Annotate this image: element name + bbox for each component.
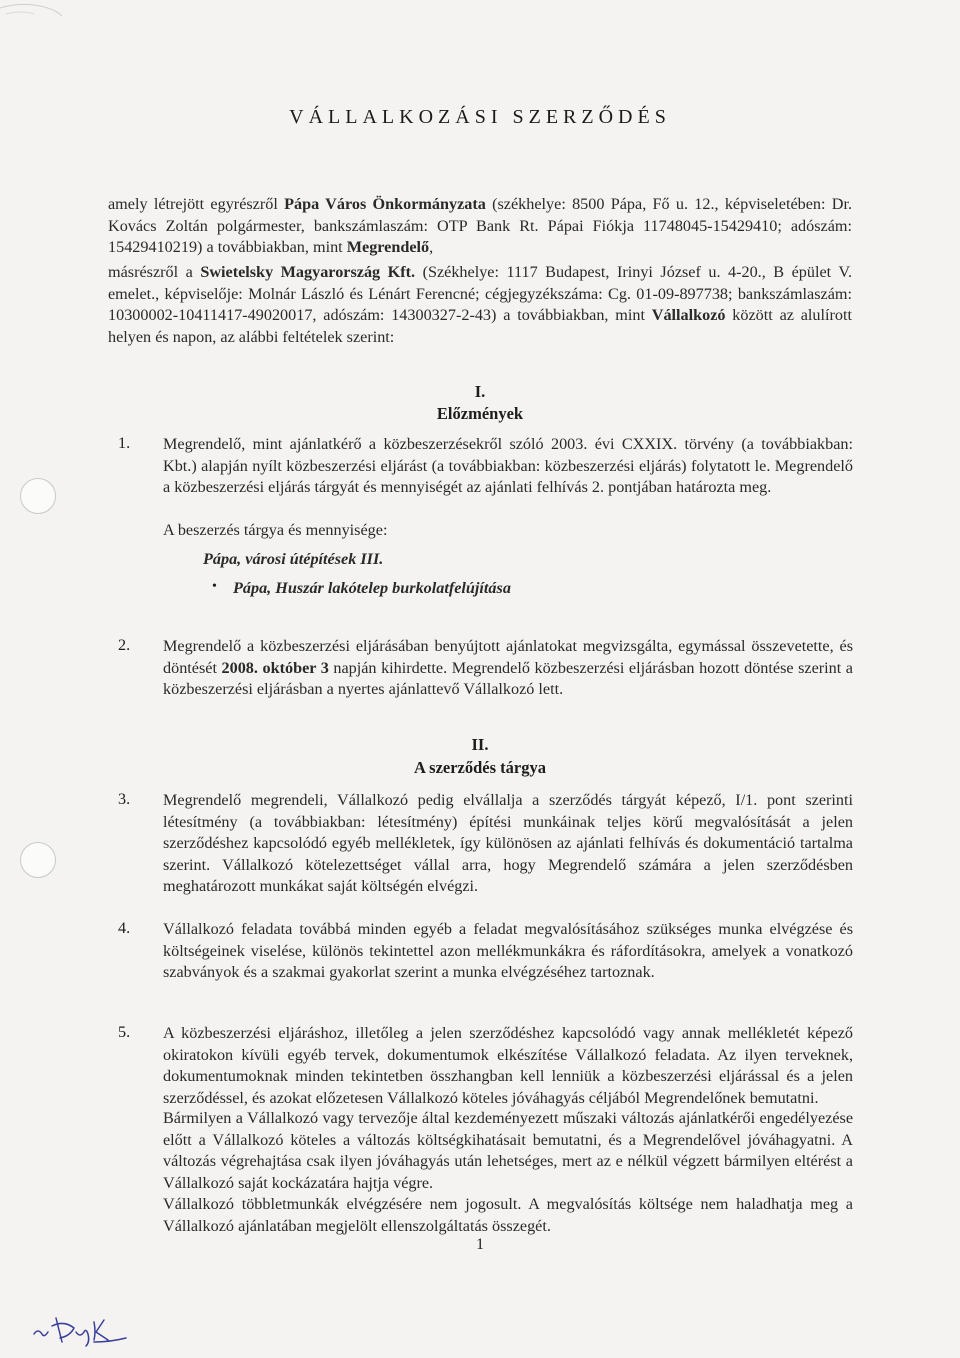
intro-paragraph-1 [108, 194, 852, 259]
section-2-number: II. [471, 735, 489, 754]
subject-bullet-item: Pápa, Huszár lakótelep burkolatfelújítása [233, 579, 511, 597]
section-2-title: A szerződés tárgya [414, 758, 546, 777]
subject-label: A beszerzés tárgya és mennyisége: [163, 521, 388, 539]
item-3-text: Megrendelő megrendeli, Vállalkozó pedig elvállalja a szerződés tárgyát képező, I/1. pont szerinti létesítmény (a továbbiakban: létesítmény) építési munkáinak teljes körű megvalósítását a jelen szerződéshez kapcsolódó egyéb mellékletek, így különösen az ajánlati felhívás és dokumentáció tartalma szerint. Vállalkozó kötelezettséget vállal arra, hogy Megrendelő számára a jelen szerződésben meghatározott munkákat saját költségén elvégzi. [163, 791, 853, 895]
intro1-bold-a: Pápa Város Önkormányzata [284, 195, 486, 213]
intro2-text-a: másrészről a [108, 263, 201, 281]
intro1-bold-b: Megrendelő [346, 238, 430, 256]
item-1-number: 1. [118, 434, 131, 452]
punch-hole-bottom [20, 842, 56, 878]
intro-paragraph-2 [108, 262, 852, 348]
intro1-text-a: amely létrejött egyrészről [108, 195, 285, 213]
intro2-bold-b: Vállalkozó [651, 306, 726, 324]
document-title: VÁLLALKOZÁSI SZERZŐDÉS [289, 106, 671, 128]
item2-date: 2008. október 3 [221, 658, 329, 677]
item2-text-a: Megrendelő a közbeszerzési eljárásában benyújtott ajánlatokat megvizsgálta, egymással összevetette, és döntését [163, 637, 853, 677]
item-4-text: Vállalkozó feladata továbbá minden egyéb a feladat megvalósításához szükséges munka elvégzése és költségeinek viselése, különös tekintettel azon mellékmunkákra és ráfordításokra, amelyek a vonatkozó szabványok és a szakmai gyakorlat szerint a munka elvégzéséhez tartoznak. [163, 920, 853, 981]
intro1-text-b: (székhelye: 8500 Pápa, Fő u. 12., képviseletében: Dr. Kovács Zoltán polgármester, bankszámlaszám: OTP Bank Rt. Pápai Fiókja 11748045-15429410; adószám: 15429410219) a továbbiakban, mint [108, 195, 853, 256]
section-1-number: I. [474, 382, 486, 401]
punch-hole-top [20, 478, 56, 514]
item-5-text-1: A közbeszerzési eljáráshoz, illetőleg a jelen szerződéshez kapcsolódó vagy annak mellékletét képező okiratokon kívüli egyéb tervek, dokumentumok elkészítése Vállalkozó feladata. Az ilyen terveknek, dokumentumoknak minden tekintetben összhangban kell lenniük a közbeszerzési eljárással és a jelen szerződéssel, és azokat előzetesen Vállalkozó köteles jóváhagyás céljából Megrendelőnek bemutatni. [163, 1024, 853, 1107]
handwritten-initials-signature [30, 1308, 170, 1348]
item-2-text [163, 636, 853, 701]
intro2-bold-a: Swietelsky Magyarország Kft. [200, 263, 416, 281]
page-number: 1 [476, 1236, 484, 1253]
item2-text-b: napján kihirdette. Megrendelő közbeszerzési eljárásban hozott döntése szerint a közbeszerzési eljárásban a nyertes ajánlattevő Vállalkozó lett. [163, 658, 853, 698]
item-5-text-3: Vállalkozó többletmunkák elvégzésére nem jogosult. A megvalósítás költsége nem haladhatja meg a Vállalkozó ajánlatában megjelölt ellenszolgáltatás összegét. [163, 1195, 853, 1235]
item-2-number: 2. [118, 636, 131, 654]
item-3-number: 3. [118, 790, 131, 808]
bullet-icon: • [212, 579, 217, 594]
item-1-text: Megrendelő, mint ajánlatkérő a közbeszerzésekről szóló 2003. évi CXXIX. törvény (a továbbiakban: Kbt.) alapján nyílt közbeszerzési eljárást (a továbbiakban: közbeszerzési eljárás) folytatott le. Megrendelő a közbeszerzési eljárás tárgyát és mennyiségét az ajánlati felhívás 2. pontjában határozta meg. [163, 435, 853, 496]
item-5-text-2: Bármilyen a Vállalkozó vagy tervezője által kezdeményezett műszaki változás ajánlatkérői engedélyezése előtt a Vállalkozó köteles a változás költségkihatásait bemutatni, és a Megrendelővel jóváhagyatni. A változás végrehajtása csak ilyen jóváhagyás után lehetséges, mert az e nélkül végzett bármilyen eltérést a Vállalkozó saját kockázatára hajtja végre. [163, 1109, 853, 1192]
scan-smudge [0, 0, 70, 40]
item-5-number: 5. [118, 1023, 131, 1041]
intro2-text-b: (Székhelye: 1117 Budapest, Irinyi József u. 4-20., B épület V. emelet., képviselője: Molnár László és Lénárt Ferencné; cégjegyzékszáma: Cg. 01-09-897738; bankszámlaszám: 10300002-10411417-49020017, adószám: 14300327-2-43) a továbbiakban, mint [108, 263, 852, 324]
section-1-title: Előzmények [436, 404, 524, 423]
intro1-text-c: , [429, 238, 434, 256]
intro2-text-c: között az alulírott helyen és napon, az alábbi feltételek szerint: [108, 306, 852, 346]
subject-main: Pápa, városi útépítések III. [203, 550, 384, 568]
item-4-number: 4. [118, 919, 131, 937]
